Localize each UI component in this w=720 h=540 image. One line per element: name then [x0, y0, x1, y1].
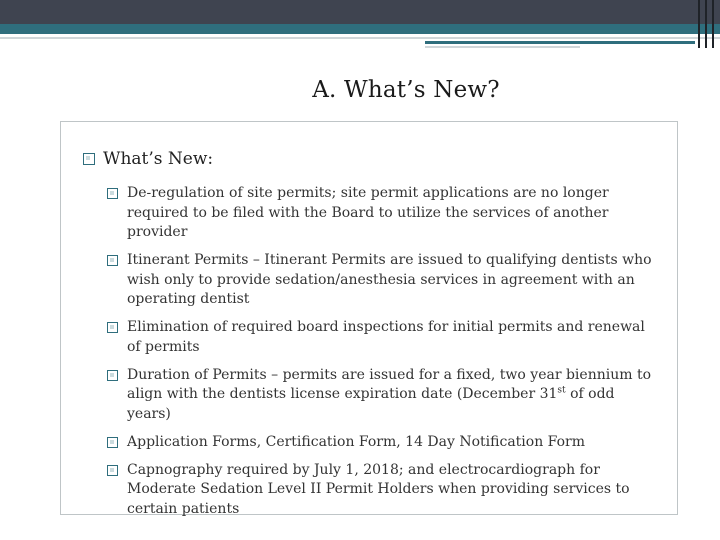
- list-item-text: Capnography required by July 1, 2018; and electrocardiograph for Moderate Sedation Level II Permit Holders when providing services to certain patients: [127, 461, 630, 517]
- accent-line-secondary: [425, 46, 580, 48]
- sub-bullet-list: [107, 184, 667, 528]
- corner-decoration: [712, 0, 714, 48]
- checkbox-bullet-icon: [107, 322, 118, 333]
- top-dark-band: [0, 0, 720, 24]
- list-item: [107, 366, 667, 425]
- list-item: [107, 184, 667, 243]
- list-item: [107, 461, 667, 520]
- list-item-text: Itinerant Permits – Itinerant Permits are issued to qualifying dentists who wish only to provide sedation/anesthesia services in agreement with an operating dentist: [127, 252, 652, 307]
- corner-decoration: [705, 0, 707, 48]
- list-item-text: Elimination of required board inspections for initial permits and renewal of permits: [127, 319, 645, 355]
- list-item: [107, 251, 667, 310]
- checkbox-bullet-icon: [107, 188, 118, 199]
- checkbox-bullet-icon: [83, 153, 95, 165]
- accent-line: [425, 41, 695, 44]
- list-item-text: De-regulation of site permits; site permit applications are no longer required to be filed with the Board to utilize the services of another provider: [127, 185, 609, 240]
- checkbox-bullet-icon: [107, 255, 118, 266]
- list-item: [107, 433, 667, 453]
- main-bullet-label: What’s New:: [103, 149, 214, 169]
- slide-title: A. What’s New?: [312, 77, 500, 103]
- checkbox-bullet-icon: [107, 370, 118, 381]
- top-teal-band: [0, 24, 720, 34]
- checkbox-bullet-icon: [107, 465, 118, 476]
- checkbox-bullet-icon: [107, 437, 118, 448]
- list-item: [107, 318, 667, 357]
- main-bullet: [83, 149, 213, 169]
- list-item-text: Application Forms, Certification Form, 14 Day Notification Form: [127, 433, 586, 450]
- list-item-text: Duration of Permits – permits are issued for a fixed, two year biennium to align with the dentists license expiration date (December 31st of odd years): [127, 366, 651, 422]
- header-divider: [0, 37, 720, 39]
- corner-decoration: [698, 0, 700, 48]
